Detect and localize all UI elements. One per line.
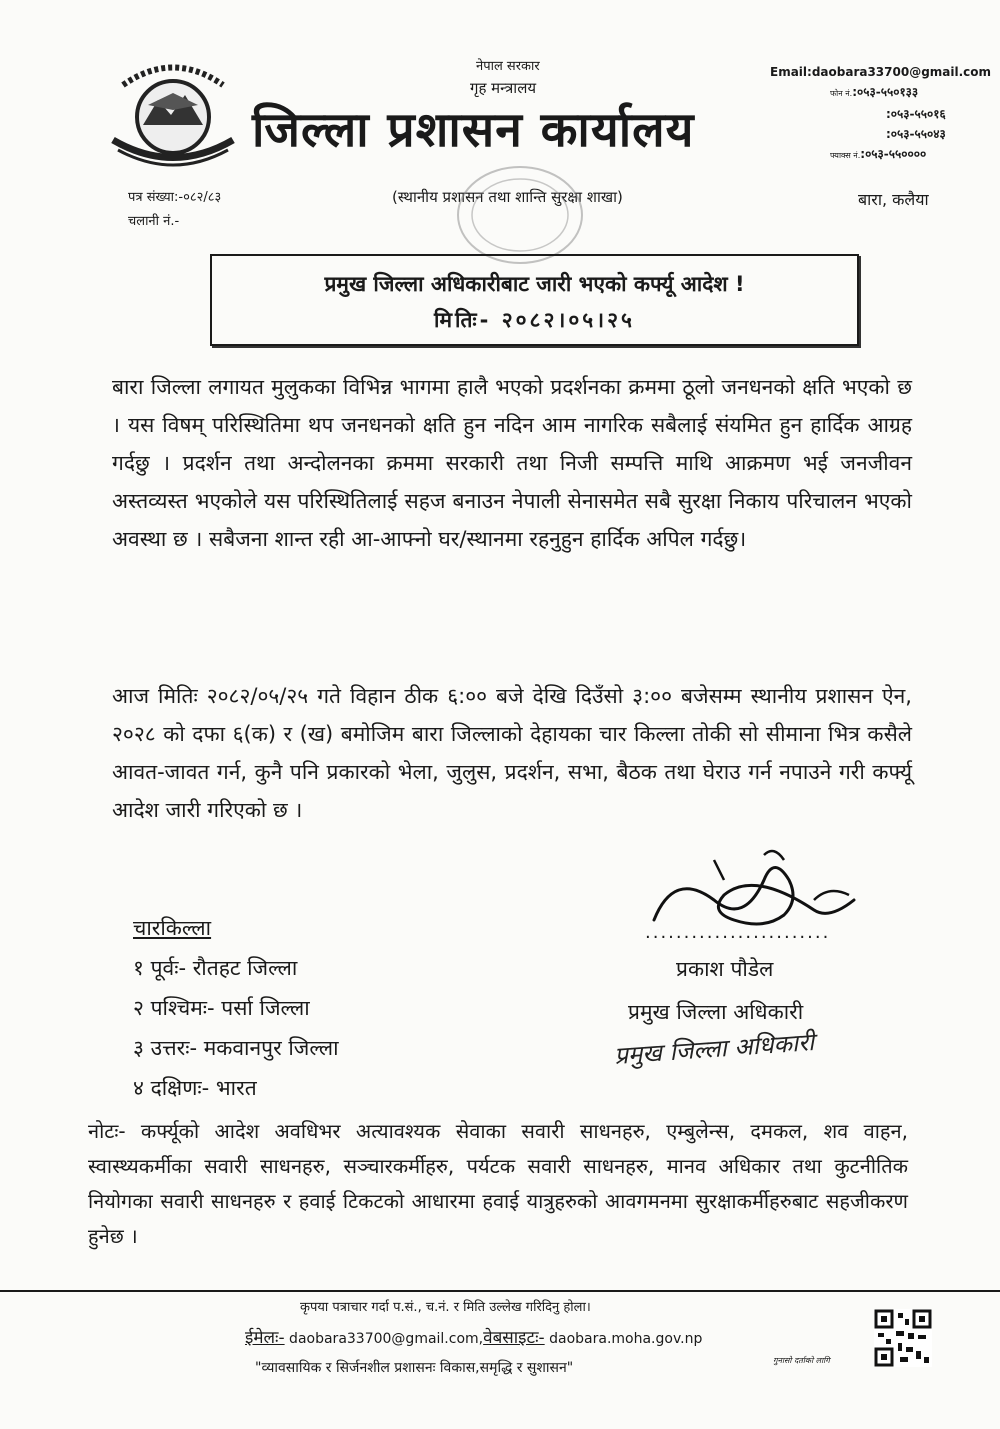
contact-phone-3: :०५३-५५०४३	[886, 127, 946, 141]
boundary-north: ३ उत्तरः- मकवानपुर जिल्ला	[133, 1036, 339, 1060]
boundaries-title: चारकिल्ला	[133, 916, 212, 940]
qr-code[interactable]	[874, 1309, 932, 1367]
signatory-title: प्रमुख जिल्ला अधिकारी	[628, 1000, 804, 1024]
contact-email: Email:daobara33700@gmail.com	[770, 65, 992, 79]
qr-caption: गुनासो दर्ताको लागि	[773, 1356, 830, 1365]
footer-motto: "व्यावसायिक र सिर्जनशील प्रशासनः विकास,समृद्धि र सुशासन"	[255, 1360, 574, 1376]
government-name: नेपाल सरकार	[476, 59, 540, 74]
footer-divider	[0, 1290, 1000, 1292]
boundary-south: ४ दक्षिणः- भारत	[133, 1076, 257, 1100]
contact-block	[770, 62, 995, 166]
footer-website-link[interactable]: daobara.moha.gov.np	[544, 1331, 703, 1347]
signature-line: ........................	[645, 922, 831, 943]
boundaries-list	[133, 908, 339, 1108]
signatory-name: प्रकाश पौडेल	[676, 957, 774, 981]
ministry-name: गृह मन्त्रालय	[470, 79, 537, 97]
designation-stamp: प्रमुख जिल्ला अधिकारी	[613, 1028, 816, 1070]
body-paragraph-1: बारा जिल्ला लगायत मुलुकका विभिन्न भागमा हालै भएको प्रदर्शनका क्रममा ठूलो जनधनको क्षति भएको छ । यस विषम् परिस्थितिमा थप जनधनको क्षति हुन नदिन आम नागरिक सबैलाई संयमित हुन हार्दिक आग्रह गर्दछु । प्रदर्शन तथा अन्दोलनका क्रममा सरकारी तथा निजी सम्पत्ति माथि आक्रमण भई जनजीवन अस्तव्यस्त भएकोले यस परिस्थितिलाई सहज बनाउन नेपाली सेनासमेत सबै सुरक्षा निकाय परिचालन भएको अवस्था छ । सबैजना शान्त रही आ-आफ्नो घर/स्थानमा रहनुहुन हार्दिक अपिल गर्दछु।	[112, 375, 912, 551]
notice-title: प्रमुख जिल्ला अधिकारीबाट जारी भएको कर्फ्यू आदेश !	[324, 272, 745, 296]
office-title: जिल्ला प्रशासन कार्यालय	[252, 102, 695, 158]
notice-heading-box	[210, 254, 859, 346]
contact-phone-row-1	[770, 82, 995, 104]
email-label: ईमेलः-	[245, 1328, 285, 1348]
chalani-number: चलानी नं.-	[128, 214, 180, 229]
phone-label: फोन नं.	[830, 89, 853, 98]
contact-fax: :०५३-५५००००	[860, 147, 927, 161]
boundary-east: १ पूर्वः- रौतहट जिल्ला	[133, 956, 298, 980]
footer-email-link[interactable]: daobara33700@gmail.com,	[284, 1331, 484, 1347]
office-place: बारा, कलैया	[858, 190, 929, 209]
boundary-west: २ पश्चिमः- पर्सा जिल्ला	[133, 996, 310, 1020]
contact-phone-1: :०५३-५५०१३३	[852, 85, 919, 99]
notice-date: मितिः- २०८२।०५।२५	[434, 308, 635, 332]
body-paragraph-2: आज मितिः २०८२/०५/२५ गते विहान ठीक ६:०० बजे देखि दिउँसो ३:०० बजेसम्म स्थानीय प्रशासन ऐन, २०२८ को दफा ६(क) र (ख) बमोजिम बारा जिल्लाको देहायका चार किल्ला तोकी सो सीमाना भित्र कसैले आवत-जावत गर्न, कुनै पनि प्रकारको भेला, जुलुस, प्रदर्शन, सभा, बैठक तथा घेराउ गर्न नपाउने गरी कर्फ्यू आदेश जारी गरिएको छ ।	[112, 684, 912, 822]
fax-label: फ्याक्स नं.	[830, 151, 861, 160]
note-paragraph: नोटः- कर्फ्यूको आदेश अवधिभर अत्यावश्यक सेवाका सवारी साधनहरु, एम्बुलेन्स, दमकल, शव वाहन, स्वास्थ्यकर्मीका सवारी साधनहरु, सञ्चारकर्मीहरु, पर्यटक सवारी साधनहरु, मानव अधिकार तथा कुटनीतिक नियोगका सवारी साधनहरु र हवाई टिकटको आधारमा हवाई यात्रुहरुको आवगमनमा सुरक्षाकर्मीहरुबाट सहजीकरण हुनेछ ।	[88, 1119, 908, 1248]
contact-phone-2: :०५३-५५०१६	[886, 107, 946, 121]
patra-sankhya: पत्र संख्या:-०८२/८३	[128, 190, 222, 205]
footer-contact	[245, 1325, 702, 1348]
footer-instruction: कृपया पत्राचार गर्दा प.सं., च.नं. र मिति उल्लेख गरिदिनु होला।	[300, 1300, 591, 1315]
website-label: वेबसाइटः-	[483, 1328, 545, 1348]
nepal-emblem	[103, 55, 243, 175]
reference-block	[128, 186, 221, 234]
contact-fax-row	[770, 144, 995, 166]
branch-name: (स्थानीय प्रशासन तथा शान्ति सुरक्षा शाखा)	[392, 188, 623, 206]
